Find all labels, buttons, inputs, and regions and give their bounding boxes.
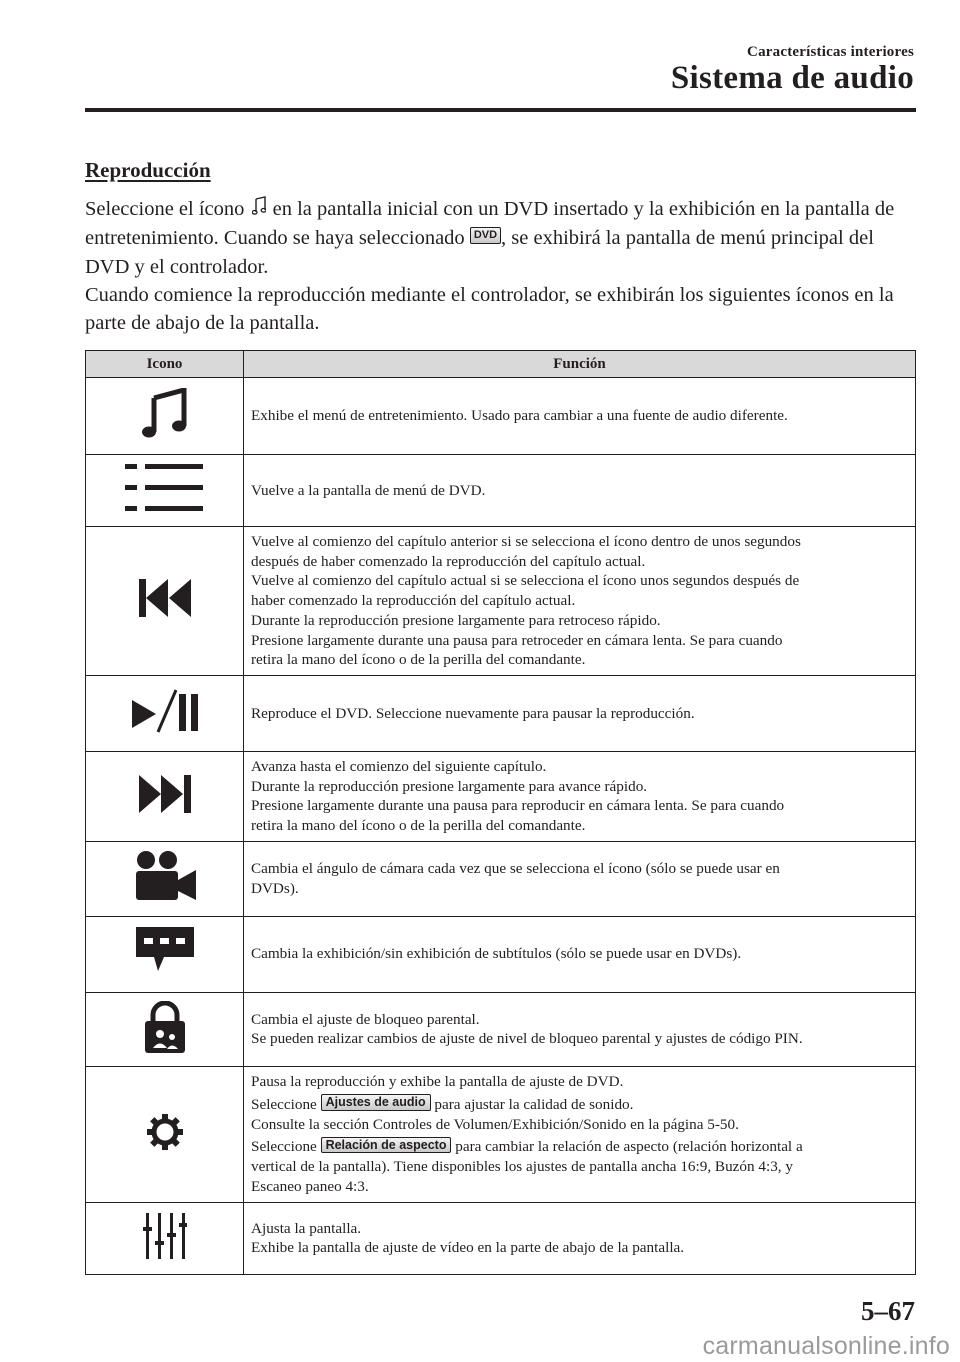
table-row xyxy=(86,992,916,1066)
table-row xyxy=(86,1066,916,1202)
skip-previous-icon xyxy=(139,579,191,617)
function-text: Ajusta la pantalla. xyxy=(251,1219,362,1237)
intro-text-a: Seleccione el ícono xyxy=(85,198,245,220)
header-divider xyxy=(85,108,916,112)
intro-text xyxy=(85,195,915,337)
function-text: Durante la reproducción presione largamente para avance rápido. xyxy=(251,777,648,795)
parental-lock-icon xyxy=(145,1001,185,1053)
table-row xyxy=(86,1202,916,1274)
picture-adjust-icon xyxy=(143,1213,187,1259)
subtitle-icon xyxy=(136,927,194,977)
skip-next-icon xyxy=(139,775,191,813)
function-text xyxy=(251,1095,909,1115)
aspect-ratio-button-label: Relación de aspecto xyxy=(321,1137,452,1154)
function-text: Se pueden realizar cambios de ajuste de nivel de bloqueo parental y ajustes de código PIN. xyxy=(251,1030,803,1048)
play-pause-icon xyxy=(130,688,200,734)
table-row xyxy=(86,675,916,751)
intro-paragraph-2: Cuando comience la reproducción mediante el controlador, se exhibirán los siguientes íconos en la parte de abajo de la pantalla. xyxy=(85,283,894,334)
function-text: vertical de la pantalla). Tiene disponibles los ajustes de pantalla ancha 16:9, Buzón 4:3, y xyxy=(251,1157,793,1175)
function-table xyxy=(85,350,916,1275)
function-text: Presione largamente durante una pausa para reproducir en cámara lenta. Se para cuando xyxy=(251,797,785,815)
function-text: Avanza hasta el comienzo del siguiente capítulo. xyxy=(251,757,547,775)
function-text: Exhibe el menú de entretenimiento. Usado para cambiar a una fuente de audio diferente. xyxy=(251,407,788,425)
table-row xyxy=(86,841,916,916)
table-row xyxy=(86,916,916,992)
function-text: Vuelve al comienzo del capítulo actual si se selecciona el ícono unos segundos después de xyxy=(251,572,800,590)
column-header-function: Función xyxy=(244,351,916,378)
dvd-button-label: DVD xyxy=(470,227,501,244)
intro-paragraph-1 xyxy=(85,195,915,281)
page-title: Sistema de audio xyxy=(670,60,914,96)
function-text: DVDs). xyxy=(251,879,299,897)
audio-settings-button-label: Ajustes de audio xyxy=(321,1094,431,1111)
function-text: Escaneo paneo 4:3. xyxy=(251,1177,369,1195)
list-menu-icon xyxy=(125,464,205,512)
function-text: Pausa la reproducción y exhibe la pantalla de ajuste de DVD. xyxy=(251,1073,624,1091)
function-text: Consulte la sección Controles de Volumen/Exhibición/Sonido en la página 5-50. xyxy=(251,1115,739,1133)
function-text: Cambia la exhibición/sin exhibición de subtítulos (sólo se puede usar en DVDs). xyxy=(251,945,742,963)
function-text: retira la mano del ícono o de la perilla del comandante. xyxy=(251,651,586,669)
select-label: Seleccione xyxy=(251,1138,317,1156)
intro-text-c: , se exhibirá la pantalla de menú principal del DVD y el controlador. xyxy=(85,227,874,278)
function-text: haber comenzado la reproducción del capítulo actual. xyxy=(251,592,576,610)
function-text xyxy=(251,1137,909,1157)
select-label: Seleccione xyxy=(251,1095,317,1113)
chapter-label: Características interiores xyxy=(747,44,914,60)
function-text: Cambia el ajuste de bloqueo parental. xyxy=(251,1010,480,1028)
section-heading: Reproducción xyxy=(85,158,211,182)
function-text: Vuelve a la pantalla de menú de DVD. xyxy=(251,481,486,499)
function-text: para ajustar la calidad de sonido. xyxy=(434,1095,634,1113)
table-row xyxy=(86,527,916,676)
music-note-icon xyxy=(142,388,188,440)
table-row xyxy=(86,455,916,527)
page-number: 5–67 xyxy=(861,1296,915,1326)
camera-angle-icon xyxy=(132,850,198,902)
column-header-icon: Icono xyxy=(86,351,244,378)
function-text: Durante la reproducción presione largamente para retroceso rápido. xyxy=(251,611,661,629)
intro-text-b: en la pantalla inicial con un DVD insertado y la exhibición en la pantalla de entretenimiento. Cuando se haya seleccionado xyxy=(85,198,895,250)
function-text: después de haber comenzado la reproducción del capítulo actual. xyxy=(251,552,646,570)
function-text: Presione largamente durante una pausa para retroceder en cámara lenta. Se para cuando xyxy=(251,631,783,649)
table-row xyxy=(86,378,916,455)
function-text: para cambiar la relación de aspecto (relación horizontal a xyxy=(455,1138,803,1156)
function-text: Exhibe la pantalla de ajuste de vídeo en la parte de abajo de la pantalla. xyxy=(251,1239,685,1257)
function-text: Reproduce el DVD. Seleccione nuevamente para pausar la reproducción. xyxy=(251,704,695,722)
settings-gear-icon xyxy=(147,1114,183,1150)
watermark: carmanualsonline.info xyxy=(702,1332,950,1360)
function-text: retira la mano del ícono o de la perilla del comandante. xyxy=(251,817,586,835)
function-text: Cambia el ángulo de cámara cada vez que se selecciona el ícono (sólo se puede usar en xyxy=(251,860,780,878)
music-note-icon xyxy=(252,196,266,224)
function-text: Vuelve al comienzo del capítulo anterior si se selecciona el ícono dentro de unos segundos xyxy=(251,533,801,550)
table-row xyxy=(86,751,916,841)
